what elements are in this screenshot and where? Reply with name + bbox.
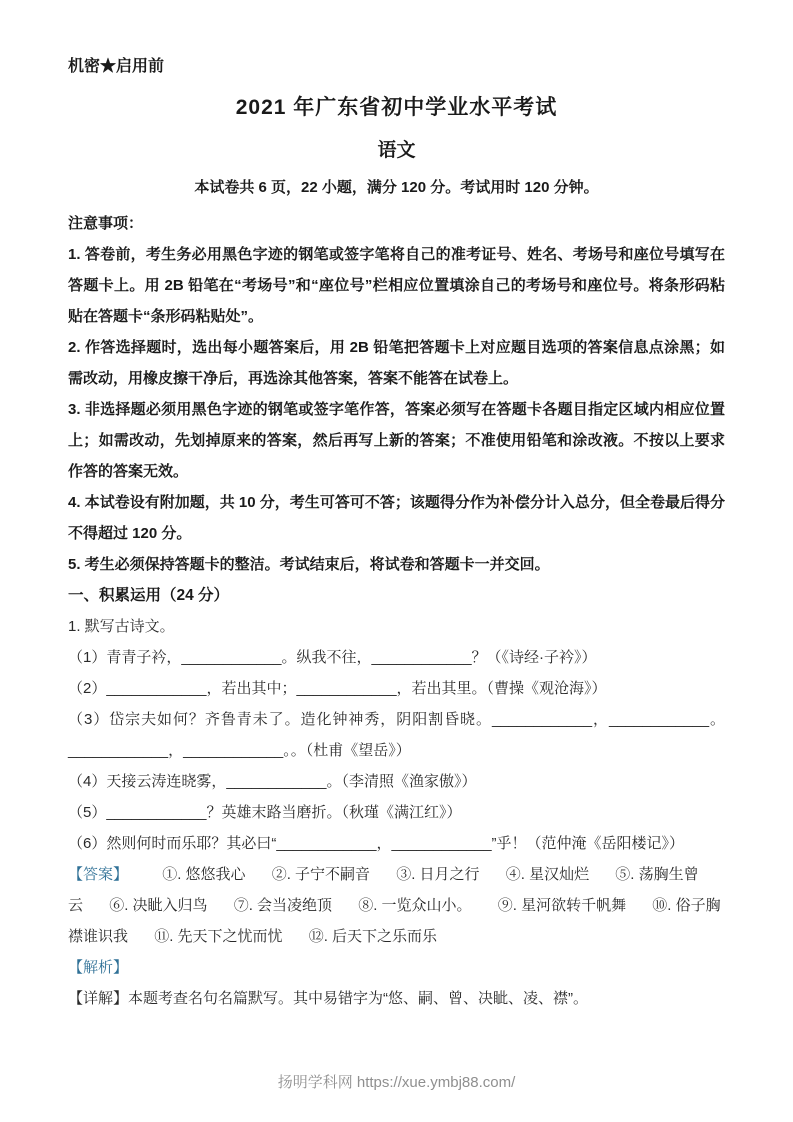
answer-item-4: ④. 星汉灿烂	[505, 866, 590, 883]
question-item-2: （2）____________，若出其中；____________，若出其里。（曹操《观沧海》）	[68, 680, 607, 697]
question-lead: 1. 默写古诗文。	[68, 618, 175, 635]
answer-item-6: ⑥. 决眦入归鸟	[109, 897, 208, 914]
answer-item-5: ⑤. 荡胸生曾云	[68, 866, 699, 914]
exam-subject: 语文	[377, 140, 416, 161]
notice-item-1: 1. 答卷前，考生务必用黑色字迹的钢笔或签字笔将自己的准考证号、姓名、考场号和座位号填写在答题卡上。用 2B 铅笔在“考场号”和“座位号”栏相应位置填涂自己的考场号和座位号。将条形码粘贴在答题卡“条形码粘贴处”。	[68, 246, 725, 325]
answer-item-3: ③. 日月之行	[396, 866, 480, 883]
notice-item-2: 2. 作答选择题时，选出每小题答案后，用 2B 铅笔把答题卡上对应题目选项的答案信息点涂黑；如需改动，用橡皮擦干净后，再选涂其他答案，答案不能答在试卷上。	[68, 339, 725, 387]
notice-title: 注意事项：	[68, 215, 144, 232]
classification-label: 机密★启用前	[68, 58, 165, 75]
question-item-6: （6）然则何时而乐耶？其必曰“____________，____________”乎！（范仲淹《岳阳楼记》）	[68, 835, 685, 852]
answer-item-2: ②. 子宁不嗣音	[271, 866, 371, 883]
question-item-5: （5）____________？英雄末路当磨折。（秋瑾《满江红》）	[68, 804, 462, 821]
answer-block	[68, 859, 725, 952]
answer-item-11: ⑪. 先天下之忧而忧	[154, 928, 283, 945]
answer-label: 【答案】	[68, 866, 129, 883]
section-title: 一、积累运用（24 分）	[68, 587, 230, 604]
analysis-detail: 【详解】本题考查名句名篇默写。其中易错字为“悠、嗣、曾、决眦、凌、襟”。	[68, 990, 588, 1007]
answer-item-8: ⑧. 一览众山小。	[358, 897, 472, 914]
exam-info: 本试卷共 6 页，22 小题，满分 120 分。考试用时 120 分钟。	[194, 179, 599, 196]
notice-item-3: 3. 非选择题必须用黑色字迹的钢笔或签字笔作答，答案必须写在答题卡各题目指定区域内相应位置上；如需改动，先划掉原来的答案，然后再写上新的答案；不准使用铅笔和涂改液。不按以上要求作答的答案无效。	[68, 401, 725, 480]
analysis-label: 【解析】	[68, 959, 129, 976]
exam-title: 2021 年广东省初中学业水平考试	[235, 96, 558, 119]
answer-item-9: ⑨. 星河欲转千帆舞	[497, 897, 627, 914]
notice-item-4: 4. 本试卷设有附加题，共 10 分，考生可答可不答；该题得分作为补偿分计入总分，但全卷最后得分不得超过 120 分。	[68, 494, 725, 542]
answer-item-12: ⑫. 后天下之乐而乐	[308, 928, 438, 945]
notice-item-5: 5. 考生必须保持答题卡的整洁。考试结束后，将试卷和答题卡一并交回。	[68, 556, 550, 573]
question-item-1: （1）青青子衿，____________。纵我不往，____________？（《诗经·子衿》）	[68, 649, 597, 666]
question-item-4: （4）天接云涛连晓雾，____________。（李清照《渔家傲》）	[68, 773, 477, 790]
answer-item-7: ⑦. 会当凌绝顶	[233, 897, 333, 914]
answer-item-1: ①. 悠悠我心	[162, 866, 246, 883]
answer-item-10: ⑩. 俗子胸襟谁识我	[68, 897, 721, 945]
footer-watermark: 扬明学科网 https://xue.ymbj88.com/	[277, 1074, 516, 1091]
question-item-3: （3）岱宗夫如何？齐鲁青未了。造化钟神秀，阴阳割昏晓。____________，____________。____________，____________。。（杜甫《望岳》）	[68, 711, 725, 759]
